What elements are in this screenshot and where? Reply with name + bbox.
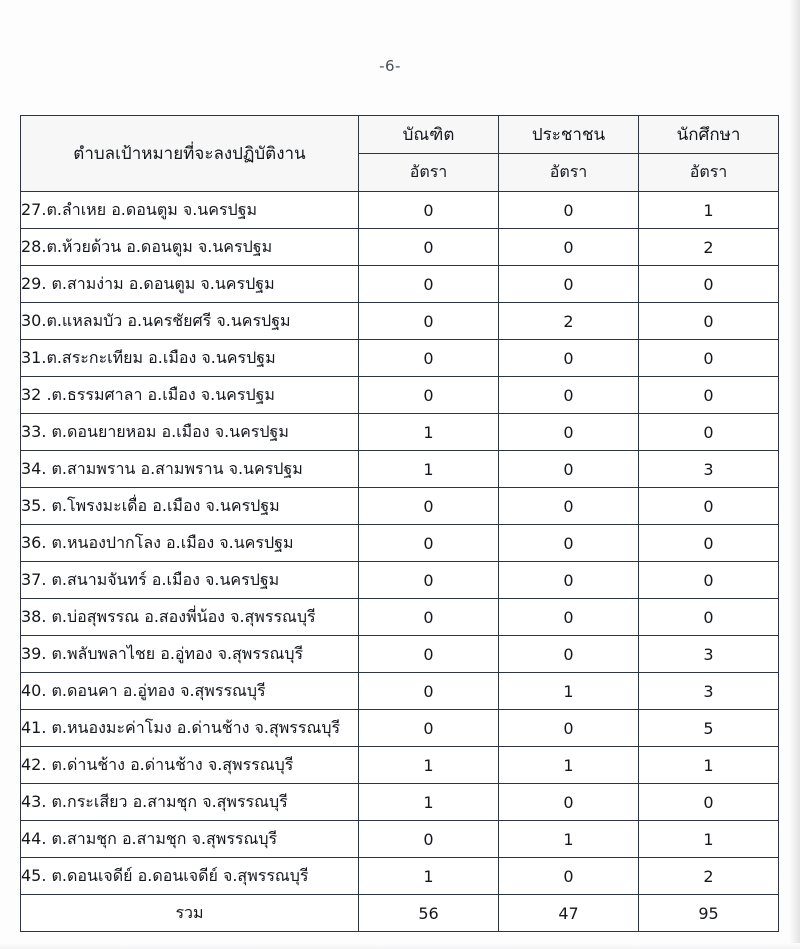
cell-graduate-rate: 0 [359, 303, 499, 340]
table-row [21, 266, 779, 303]
cell-subdistrict-label: 37. ต.สนามจันทร์ อ.เมือง จ.นครปฐม [21, 562, 359, 599]
cell-public-rate: 0 [499, 488, 639, 525]
cell-subdistrict-label: 40. ต.ดอนคา อ.อู่ทอง จ.สุพรรณบุรี [21, 673, 359, 710]
cell-student-rate: 1 [639, 747, 779, 784]
cell-subdistrict-label: 44. ต.สามชุก อ.สามชุก จ.สุพรรณบุรี [21, 821, 359, 858]
table-row [21, 451, 779, 488]
cell-student-rate: 0 [639, 377, 779, 414]
cell-subdistrict-label: 41. ต.หนองมะค่าโมง อ.ด่านช้าง จ.สุพรรณบุรี [21, 710, 359, 747]
column-subheader-student-rate: อัตรา [639, 154, 779, 192]
table-row [21, 636, 779, 673]
cell-graduate-rate: 0 [359, 636, 499, 673]
cell-public-rate: 2 [499, 303, 639, 340]
cell-student-rate: 0 [639, 414, 779, 451]
cell-graduate-rate: 1 [359, 784, 499, 821]
cell-student-rate: 3 [639, 451, 779, 488]
cell-subdistrict-label: 31.ต.สระกะเทียม อ.เมือง จ.นครปฐม [21, 340, 359, 377]
cell-student-rate: 0 [639, 562, 779, 599]
cell-public-rate: 0 [499, 599, 639, 636]
cell-subdistrict-label: 43. ต.กระเสียว อ.สามชุก จ.สุพรรณบุรี [21, 784, 359, 821]
cell-public-rate: 0 [499, 340, 639, 377]
cell-student-rate: 0 [639, 340, 779, 377]
column-header-subdistrict: ตำบลเป้าหมายที่จะลงปฏิบัติงาน [21, 116, 359, 192]
cell-graduate-rate: 1 [359, 858, 499, 895]
table-row [21, 858, 779, 895]
cell-public-rate: 0 [499, 858, 639, 895]
cell-subdistrict-label: 42. ต.ด่านช้าง อ.ด่านช้าง จ.สุพรรณบุรี [21, 747, 359, 784]
table-header [21, 116, 779, 192]
cell-graduate-rate: 0 [359, 710, 499, 747]
cell-graduate-rate: 1 [359, 414, 499, 451]
table-header-row-group [21, 116, 779, 154]
cell-total-label: รวม [21, 895, 359, 932]
cell-graduate-rate: 0 [359, 377, 499, 414]
cell-public-rate: 0 [499, 192, 639, 229]
cell-subdistrict-label: 27.ต.ลำเหย อ.ดอนตูม จ.นครปฐม [21, 192, 359, 229]
cell-public-rate: 0 [499, 414, 639, 451]
cell-subdistrict-label: 38. ต.บ่อสุพรรณ อ.สองพี่น้อง จ.สุพรรณบุรี [21, 599, 359, 636]
cell-student-rate: 0 [639, 266, 779, 303]
cell-graduate-rate: 0 [359, 562, 499, 599]
table-row [21, 525, 779, 562]
cell-subdistrict-label: 35. ต.โพรงมะเดื่อ อ.เมือง จ.นครปฐม [21, 488, 359, 525]
cell-graduate-rate: 0 [359, 192, 499, 229]
cell-public-rate: 0 [499, 266, 639, 303]
cell-public-rate: 0 [499, 451, 639, 488]
cell-graduate-rate: 0 [359, 525, 499, 562]
table-total-row [21, 895, 779, 932]
cell-subdistrict-label: 34. ต.สามพราน อ.สามพราน จ.นครปฐม [21, 451, 359, 488]
cell-student-rate: 1 [639, 192, 779, 229]
cell-student-rate: 0 [639, 488, 779, 525]
cell-student-rate: 2 [639, 858, 779, 895]
cell-graduate-rate: 1 [359, 451, 499, 488]
cell-public-rate: 1 [499, 673, 639, 710]
cell-public-rate: 0 [499, 636, 639, 673]
cell-student-rate: 0 [639, 784, 779, 821]
cell-public-rate: 0 [499, 710, 639, 747]
cell-public-rate: 0 [499, 377, 639, 414]
table-row [21, 710, 779, 747]
cell-public-rate: 0 [499, 229, 639, 266]
cell-subdistrict-label: 36. ต.หนองปากโลง อ.เมือง จ.นครปฐม [21, 525, 359, 562]
cell-graduate-rate: 1 [359, 747, 499, 784]
table-row [21, 414, 779, 451]
column-header-student: นักศึกษา [639, 116, 779, 154]
cell-student-rate: 0 [639, 599, 779, 636]
cell-public-rate: 1 [499, 747, 639, 784]
cell-graduate-rate: 0 [359, 673, 499, 710]
column-subheader-graduate-rate: อัตรา [359, 154, 499, 192]
cell-total-public: 47 [499, 895, 639, 932]
cell-subdistrict-label: 28.ต.ห้วยด้วน อ.ดอนตูม จ.นครปฐม [21, 229, 359, 266]
table-row [21, 562, 779, 599]
cell-public-rate: 0 [499, 784, 639, 821]
cell-student-rate: 2 [639, 229, 779, 266]
cell-subdistrict-label: 33. ต.ดอนยายหอม อ.เมือง จ.นครปฐม [21, 414, 359, 451]
column-header-graduate: บัณฑิต [359, 116, 499, 154]
table-row [21, 599, 779, 636]
target-subdistrict-table [20, 115, 779, 932]
cell-subdistrict-label: 29. ต.สามง่าม อ.ดอนตูม จ.นครปฐม [21, 266, 359, 303]
cell-graduate-rate: 0 [359, 340, 499, 377]
table-body [21, 192, 779, 932]
cell-public-rate: 1 [499, 821, 639, 858]
scan-edge-right [789, 0, 800, 949]
scan-edge-bottom [0, 943, 800, 949]
table-row [21, 377, 779, 414]
cell-student-rate: 0 [639, 303, 779, 340]
cell-total-student: 95 [639, 895, 779, 932]
target-subdistrict-table-container [20, 115, 778, 932]
cell-student-rate: 3 [639, 636, 779, 673]
cell-student-rate: 0 [639, 525, 779, 562]
cell-student-rate: 5 [639, 710, 779, 747]
cell-public-rate: 0 [499, 562, 639, 599]
cell-subdistrict-label: 32 .ต.ธรรมศาลา อ.เมือง จ.นครปฐม [21, 377, 359, 414]
column-header-public: ประชาชน [499, 116, 639, 154]
page-folio-number: -6- [379, 57, 401, 75]
table-row [21, 303, 779, 340]
cell-student-rate: 3 [639, 673, 779, 710]
table-row [21, 229, 779, 266]
cell-graduate-rate: 0 [359, 599, 499, 636]
cell-graduate-rate: 0 [359, 821, 499, 858]
cell-graduate-rate: 0 [359, 266, 499, 303]
cell-public-rate: 0 [499, 525, 639, 562]
table-row [21, 673, 779, 710]
table-row [21, 340, 779, 377]
table-row [21, 488, 779, 525]
cell-total-graduate: 56 [359, 895, 499, 932]
cell-graduate-rate: 0 [359, 229, 499, 266]
cell-subdistrict-label: 30.ต.แหลมบัว อ.นครชัยศรี จ.นครปฐม [21, 303, 359, 340]
cell-graduate-rate: 0 [359, 488, 499, 525]
table-row [21, 821, 779, 858]
cell-subdistrict-label: 39. ต.พลับพลาไชย อ.อู่ทอง จ.สุพรรณบุรี [21, 636, 359, 673]
table-row [21, 192, 779, 229]
table-row [21, 747, 779, 784]
cell-subdistrict-label: 45. ต.ดอนเจดีย์ อ.ดอนเจดีย์ จ.สุพรรณบุรี [21, 858, 359, 895]
column-subheader-public-rate: อัตรา [499, 154, 639, 192]
cell-student-rate: 1 [639, 821, 779, 858]
table-row [21, 784, 779, 821]
